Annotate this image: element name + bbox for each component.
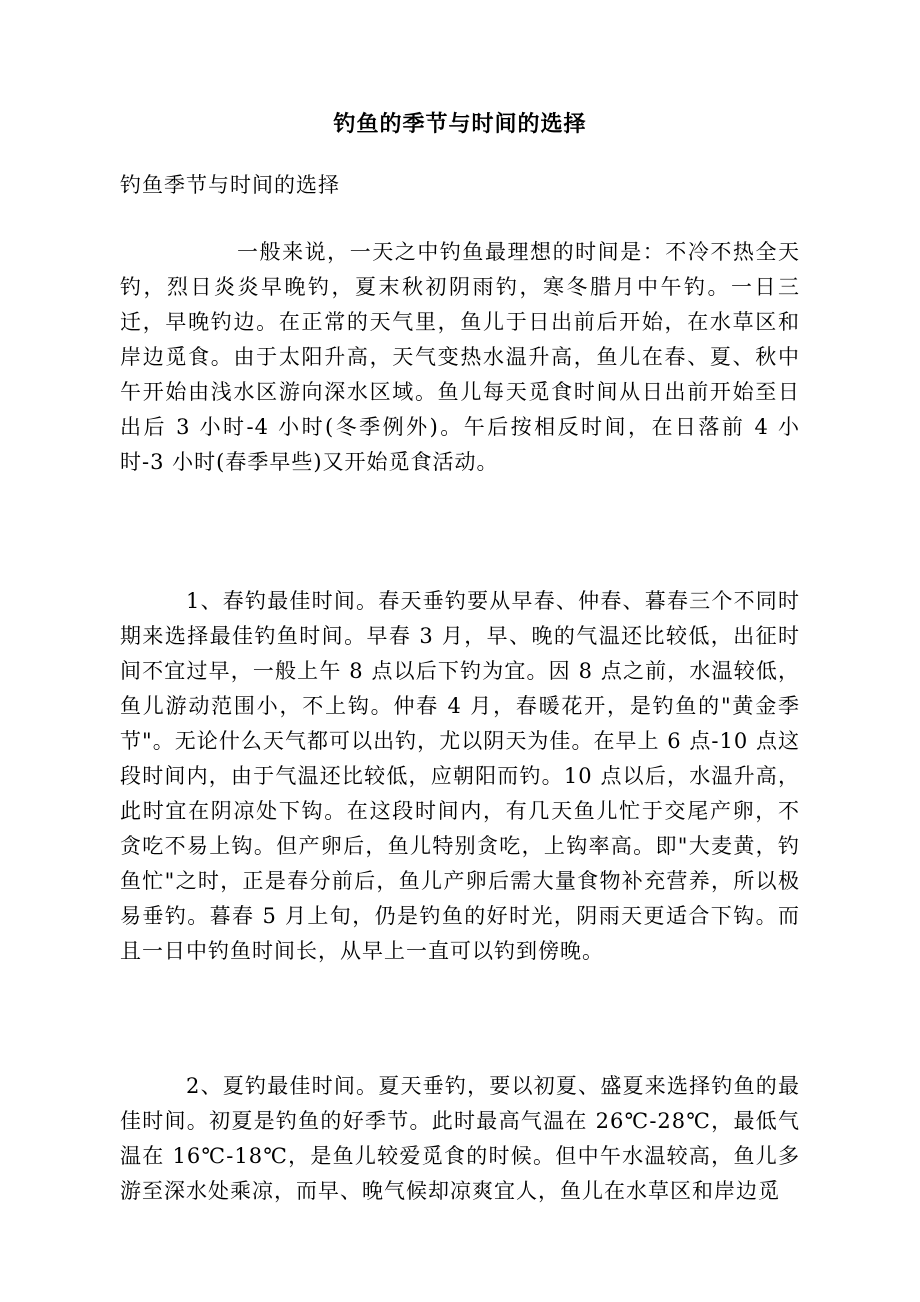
paragraph-spring-fishing: 1、春钓最佳时间。春天垂钓要从早春、仲春、暮春三个不同时期来选择最佳钓鱼时间。早春 3 月，早、晚的气温还比较低，出征时间不宜过早，一般上午 8 点以后下钓为宜。因 8 点之前，水温较低，鱼儿游动范围小，不上钩。仲春 4 月，春暖花开，是钓鱼的"黄金季节"。无论什么天气都可以出钓，尤以阴天为佳。在早上 6 点-10 点这段时间内，由于气温还比较低，应朝阳而钓。10 点以后，水温升高，此时宜在阴凉处下钩。在这段时间内，有几天鱼儿忙于交尾产卵，不贪吃不易上钩。但产卵后，鱼儿特别贪吃，上钩率高。即"大麦黄，钓鱼忙"之时，正是春分前后，鱼儿产卵后需大量食物补充营养，所以极易垂钓。暮春 5 月上旬，仍是钓鱼的好时光，阴雨天更适合下钩。而且一日中钓鱼时间长，从早上一直可以钓到傍晚。 [120, 589, 800, 963]
paragraph-intro: 一般来说，一天之中钓鱼最理想的时间是：不冷不热全天钓，烈日炎炎早晚钓，夏末秋初阴雨钓，寒冬腊月中午钓。一日三迁，早晚钓边。在正常的天气里，鱼儿于日出前后开始，在水草区和岸边觅食。由于太阳升高，天气变热水温升高，鱼儿在春、夏、秋中午开始由浅水区游向深水区域。鱼儿每天觅食时间从日出前开始至日出后 3 小时-4 小时(冬季例外)。午后按相反时间，在日落前 4 小时-3 小时(春季早些)又开始觅食活动。 [120, 240, 800, 474]
document-subtitle: 钓鱼季节与时间的选择 [120, 173, 340, 197]
paragraph-summer-fishing: 2、夏钓最佳时间。夏天垂钓，要以初夏、盛夏来选择钓鱼的最佳时间。初夏是钓鱼的好季节。此时最高气温在 26℃-28℃，最低气温在 16℃-18℃，是鱼儿较爱觅食的时候。但中午水温较高，鱼儿多游至深水处乘凉，而早、晚气候却凉爽宜人，鱼儿在水草区和岸边觅 [120, 1074, 800, 1203]
document-title: 钓鱼的季节与时间的选择 [333, 111, 587, 137]
